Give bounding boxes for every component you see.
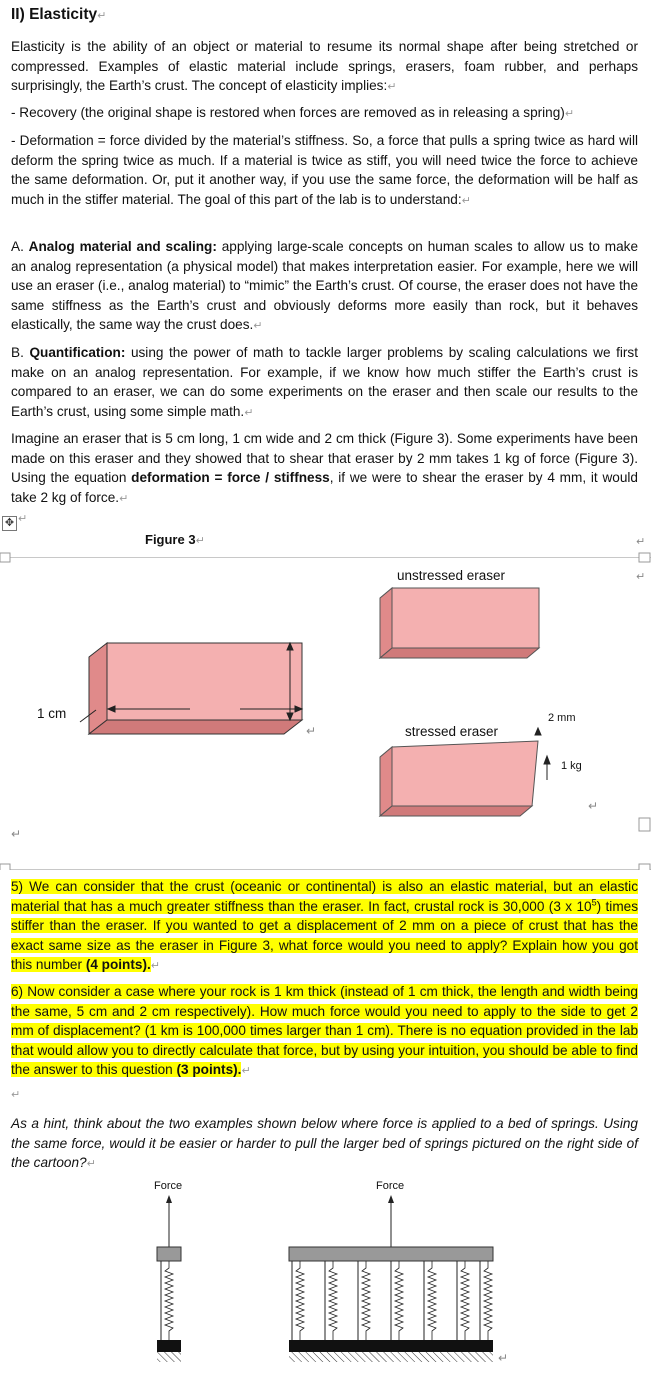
return-mark: ↵ <box>306 724 317 738</box>
spring <box>457 1261 469 1340</box>
shear-label: 2 mm <box>548 712 576 724</box>
spring <box>391 1261 403 1340</box>
deformation-paragraph: - Deformation = force divided by the material’s stiffness. So, a force that pulls a spring twice as hard will deform the spring twice as much. If a material is twice as stiff, you will need twice the force to achieve the same deformation. Or, put it another way, if you use the same force, the deformation will be half as much in the stiffer material. The goal of this part of the lab is to understand:↵ <box>11 133 638 207</box>
spring <box>325 1261 337 1340</box>
stressed-label: stressed eraser <box>405 724 499 739</box>
cell-end-mark: ↵ <box>636 570 646 583</box>
spring <box>480 1261 492 1340</box>
force-left-label: Force <box>154 1180 183 1192</box>
cell-end-mark: ↵ <box>636 535 646 548</box>
question-5: 5) We can consider that the crust (oceanic or continental) is also an elastic material, but an elastic material that has a much greater stiffness than the eraser. In fact, crustal rock is 30,000 (3 x $10^5$) times stiffer than the eraser. If you wanted to get a displacement of 2 mm on a piece of crust that has the exact same size as the eraser in Figure 3, what force would you need to apply? Explain how you got this number (4 points).↵ <box>11 879 639 973</box>
paragraph-mark: ↵ <box>11 1089 21 1101</box>
return-mark: ↵ <box>11 827 22 841</box>
imagine-paragraph: Imagine an eraser that is 5 cm long, 1 cm wide and 2 cm thick (Figure 3). Some experiments have been made on this eraser and they showed that to shear that eraser by 2 mm takes 1 kg of force (Figure 3). Using the equation deformation = force / stiffness, if we were to shear the eraser by 4 mm, it would take 2 kg of force.↵ <box>11 431 638 505</box>
figure-title: Figure 3↵ <box>145 532 205 547</box>
spring <box>358 1261 370 1340</box>
hint-paragraph: As a hint, think about the two examples shown below where force is applied to a bed of springs. Using the same force, would it be easier or harder to pull the larger bed of springs pictured on the right side of the cartoon?↵ <box>11 1116 638 1171</box>
width-label: 1 cm <box>37 706 67 721</box>
intro-paragraph: Elasticity is the ability of an object or material to resume its normal shape after being stretched or compressed. Examples of elastic material include springs, erasers, foam rubber, and perhaps surprisingly, the Earth’s crust. The concept of elasticity implies:↵ <box>11 39 638 94</box>
single-spring-bed <box>157 1195 181 1362</box>
unstressed-label: unstressed eraser <box>397 568 506 583</box>
point-b-paragraph: B. Quantification: using the power of math to tackle larger problems by scaling calculations we first make on an analog representation. For example, if we know how much stiffer the Earth’s crust is compared to an eraser, we can do some experiments on the eraser and then scale our results to the Earth’s crust, using some simple math.↵ <box>11 345 638 419</box>
force-right-label: Force <box>376 1180 405 1192</box>
section-heading: II) Elasticity↵ <box>11 6 107 23</box>
spring <box>292 1261 304 1340</box>
spring <box>424 1261 436 1340</box>
spring-column-group <box>292 1261 492 1340</box>
return-mark: ↵ <box>498 1351 509 1365</box>
return-mark: ↵ <box>588 799 599 813</box>
table-move-handle[interactable]: ✥ <box>2 516 17 531</box>
recovery-paragraph: - Recovery (the original shape is restored when forces are removed as in releasing a spring)↵ <box>11 105 575 120</box>
point-a-paragraph: A. Analog material and scaling: applying large-scale concepts on human scales to allow us to make an analog representation (a physical model) that makes interpretation easier. For example, here we will use an eraser (i.e., analog material) to “mimic” the Earth’s crust. Of course, the eraser does not have the same stiffness as the Earth’s crust and obviously deforms more easily than rock, but it behaves elastically, the same way the crust does.↵ <box>11 239 639 333</box>
paragraph-mark: ↵ <box>18 513 28 525</box>
force-label: 1 kg <box>561 760 582 772</box>
question-6: 6) Now consider a case where your rock is 1 km thick (instead of 1 cm thick, the length and width being the same, 5 cm and 2 cm respectively). How much force would you need to apply to the side to get 2 mm of displacement? (1 km is 100,000 times larger than 1 cm). There is no equation provided in the lab that would allow you to directly calculate that force, but by using your intuition, you should be able to find the answer to this question (3 points).↵ <box>11 984 638 1078</box>
